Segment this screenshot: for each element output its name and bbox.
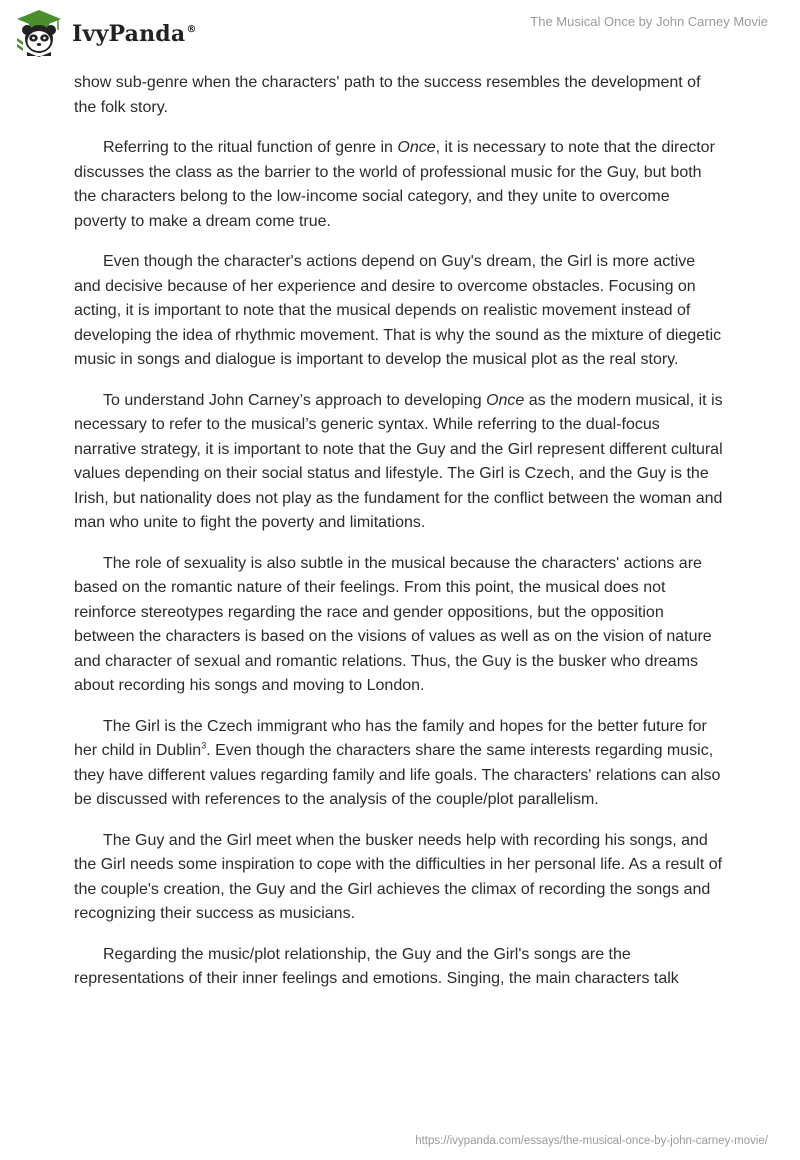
paragraph: Regarding the music/plot relationship, the Guy and the Girl's songs are the representations of their inner feelings and emotions. Singing, the main characters talk — [74, 945, 679, 987]
document-title: The Musical Once by John Carney Movie — [530, 14, 768, 29]
paragraph: Referring to the ritual function of genre in Once, it is necessary to note that the director discusses the class as the barrier to the world of professional music for the Guy, but both the characters belong to the low-income social category, and they unite to overcome poverty to make a dream come true. — [74, 139, 715, 230]
panda-graduate-icon — [14, 8, 64, 58]
paragraph: The role of sexuality is also subtle in the musical because the characters' actions are based on the romantic nature of their feelings. From this point, the musical does not reinforce stereotypes regarding the race and gender oppositions, but the opposition between the characters is based on the visions of values as well as on the vision of nature and character of sexual and romantic relations. Thus, the Guy is the busker who dreams about recording his songs and moving to London. — [74, 554, 712, 694]
paragraph: To understand John Carney’s approach to developing Once as the modern musical, it is necessary to refer to the musical’s generic syntax. While referring to the dual-focus narrative strategy, it is important to note that the Guy and the Girl represent different cultural values depending on their social status and lifestyle. The Girl is Czech, and the Guy is the Irish, but nationality does not play as the fundament for the conflict between the woman and man who unite to fight the poverty and limitations. — [74, 391, 723, 531]
paragraph-continuation: show sub-genre when the characters' path to the success resembles the development of the folk story. — [74, 74, 701, 116]
film-title-emphasis: Once — [397, 139, 436, 156]
paragraph: The Guy and the Girl meet when the busker needs help with recording his songs, and the Girl needs some inspiration to cope with the difficulties in her personal life. As a result of the couple's creation, the Guy and the Girl achieves the climax of recording the songs and recognizing their success as musicians. — [74, 831, 723, 922]
paragraph: Even though the character's actions depend on Guy's dream, the Girl is more active and decisive because of her experience and desire to overcome obstacles. Focusing on acting, it is important to note that the musical depends on realistic movement instead of developing the idea of rhythmic movement. That is why the sound as the mixture of diegetic music in songs and dialogue is important to develop the musical plot as the real story. — [74, 253, 722, 368]
brand-logo[interactable] — [14, 8, 197, 58]
footnote-marker[interactable]: 3 — [201, 740, 207, 751]
page-header — [0, 0, 800, 70]
film-title-emphasis: Once — [486, 391, 525, 409]
paragraph: The Girl is the Czech immigrant who has the family and hopes for the better future for her child in Dublin$^3$. Even though the characters share the same interests regarding music, they have different values regarding family and life goals. The characters' relations can also be discussed with references to the analysis of the couple/plot parallelism. — [74, 717, 721, 808]
essay-body — [74, 71, 726, 1008]
brand-name: IvyPanda® — [72, 21, 197, 47]
source-url[interactable]: https://ivypanda.com/essays/the-musical-once-by-john-carney-movie/ — [415, 1135, 768, 1147]
